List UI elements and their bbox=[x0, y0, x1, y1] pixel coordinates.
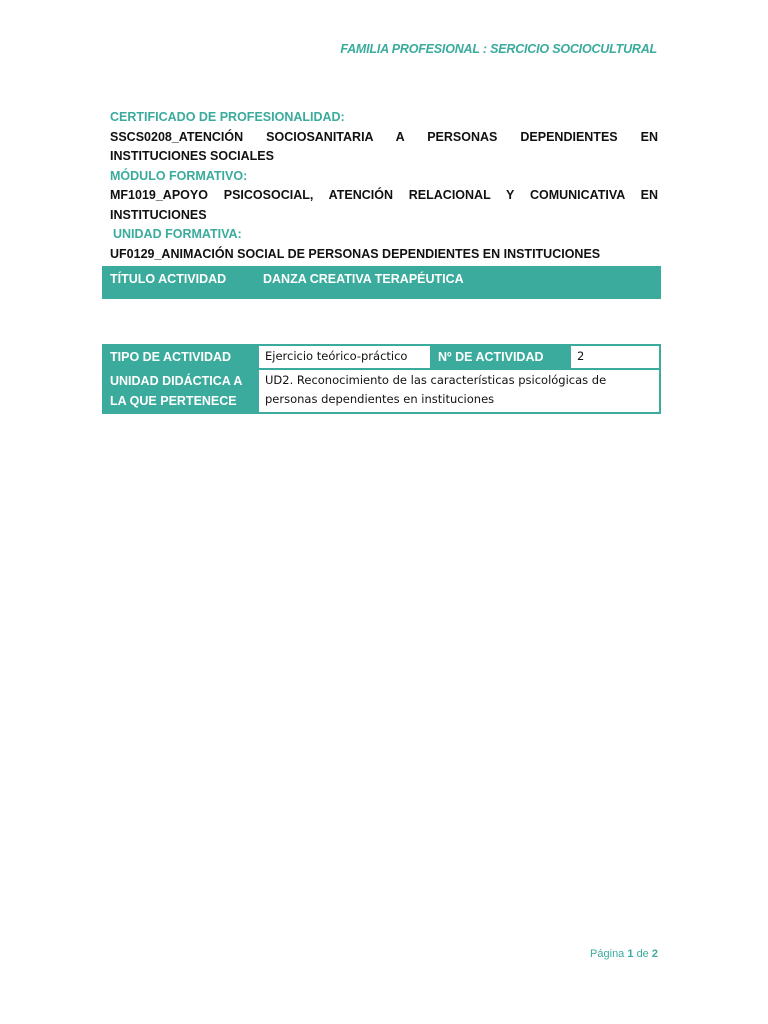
current-page: 1 bbox=[627, 948, 634, 960]
activity-title-value: DANZA CREATIVA TERAPÉUTICA bbox=[263, 272, 464, 286]
activity-title-label: TÍTULO ACTIVIDAD bbox=[110, 272, 227, 286]
table-row bbox=[103, 369, 660, 413]
module-label: MÓDULO FORMATIVO: bbox=[110, 168, 248, 183]
module-value: MF1019_APOYO PSICOSOCIAL, ATENCIÓN RELACIONAL Y COMUNICATIVA EN INSTITUCIONES bbox=[110, 188, 658, 222]
certificate-value: SSCS0208_ATENCIÓN SOCIOSANITARIA A PERSONAS DEPENDIENTES EN INSTITUCIONES SOCIALES bbox=[110, 129, 658, 163]
activity-table bbox=[102, 344, 661, 414]
activity-number-value: 2 bbox=[570, 345, 660, 369]
page-number bbox=[590, 948, 658, 960]
unit-value: UF0129_ANIMACIÓN SOCIAL DE PERSONAS DEPENDIENTES EN INSTITUCIONES bbox=[110, 246, 601, 261]
activity-type-value: Ejercicio teórico-práctico bbox=[258, 345, 431, 369]
didactic-unit-label: UNIDAD DIDÁCTICA A LA QUE PERTENECE bbox=[103, 369, 258, 413]
header-family: FAMILIA PROFESIONAL : SERCICIO SOCIOCULTURAL bbox=[340, 42, 657, 56]
unit-label: UNIDAD FORMATIVA: bbox=[113, 227, 242, 241]
document-meta bbox=[110, 108, 658, 264]
total-pages: 2 bbox=[651, 948, 658, 960]
activity-title-band bbox=[102, 266, 661, 299]
activity-number-label: Nº DE ACTIVIDAD bbox=[431, 345, 570, 369]
didactic-unit-value: UD2. Reconocimiento de las características psicológicas de personas dependientes en instituciones bbox=[258, 369, 660, 413]
page-word: Página bbox=[590, 948, 625, 960]
activity-type-label: TIPO DE ACTIVIDAD bbox=[103, 345, 258, 369]
of-word: de bbox=[636, 948, 649, 960]
table-row bbox=[103, 345, 660, 369]
certificate-label: CERTIFICADO DE PROFESIONALIDAD: bbox=[110, 110, 345, 124]
